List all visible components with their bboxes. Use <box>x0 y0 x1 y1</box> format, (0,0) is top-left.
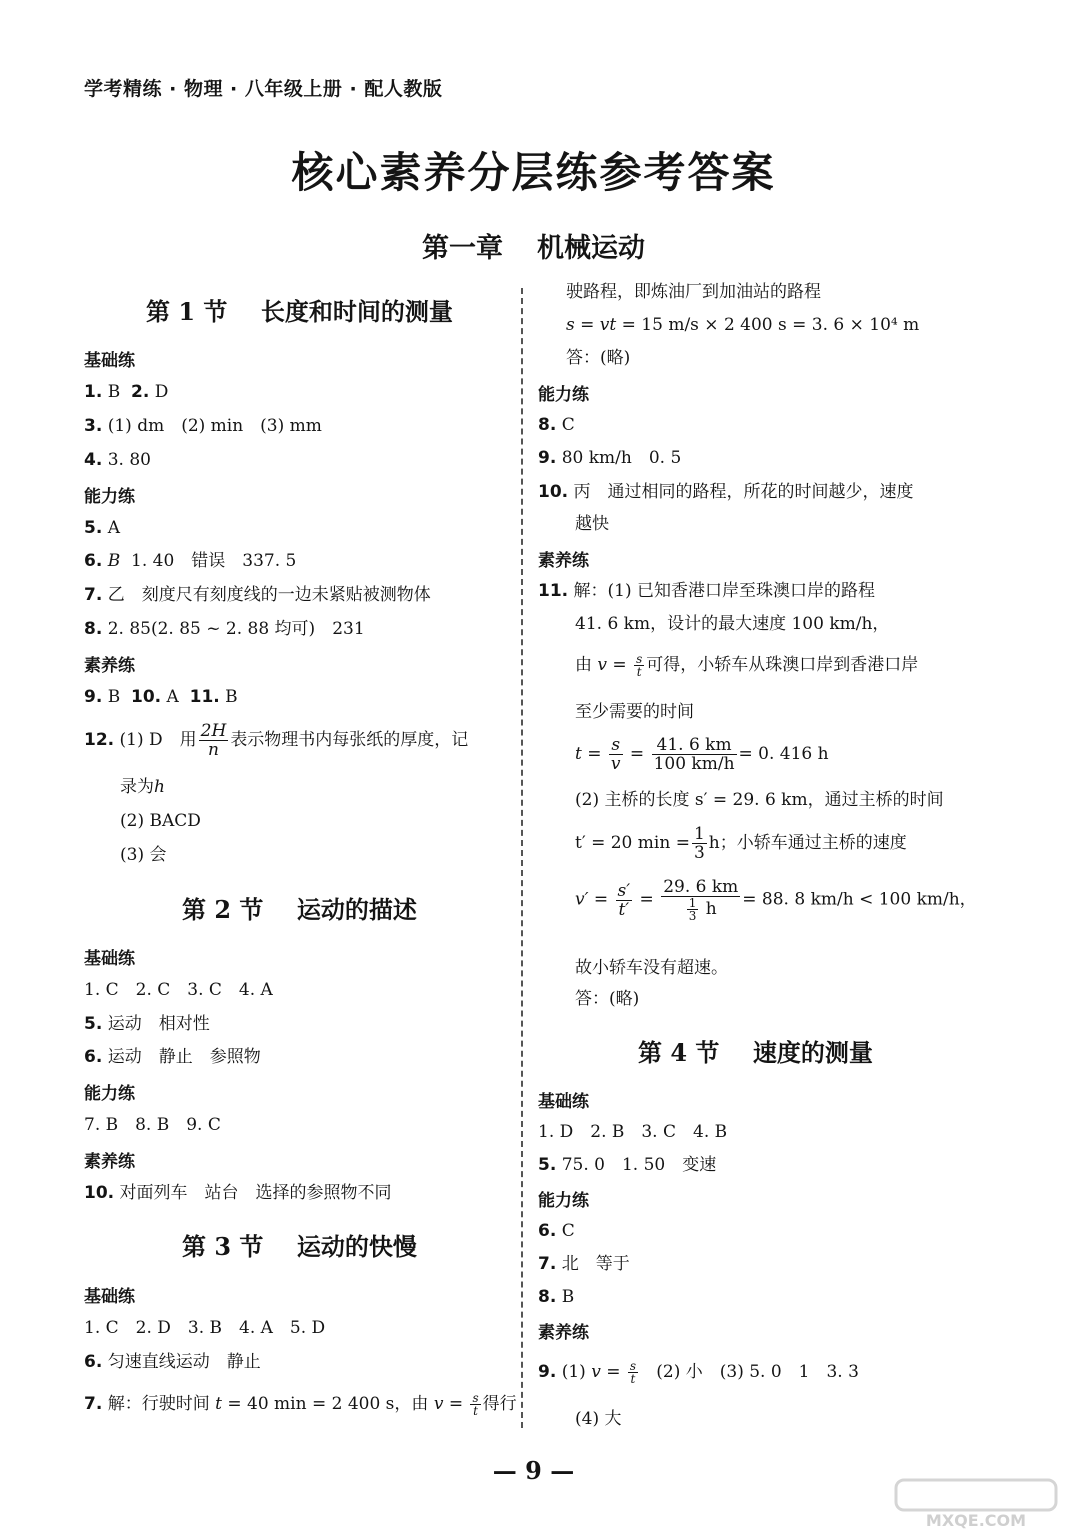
s1-answer-9-11: 9. B 10. A 11. B <box>84 687 238 707</box>
s3-answer-1-5: 1. C 2. D 3. B 4. A 5. D <box>84 1318 326 1338</box>
s1-ability-label: 能力练 <box>84 487 135 507</box>
s3-ability-label: 能力练 <box>538 385 589 405</box>
s2-basic-label: 基础练 <box>84 949 135 969</box>
s1-answer-1-2: 1. B 2. D <box>84 382 169 402</box>
s3-answer-11-d: 至少需要的时间 <box>575 702 694 722</box>
s1-answer-4: 4. 3. 80 <box>84 450 151 470</box>
s4-ability-label: 能力练 <box>538 1191 589 1211</box>
chapter-number: 第一章 <box>422 233 503 264</box>
s3-answer-11-g: t′ = 20 min = $\frac{1}{3}$ h；小轿车通过主桥的速度 <box>575 824 907 863</box>
s3-answer-7-answer: 答：(略) <box>566 348 631 368</box>
s1-answer-12: 12. (1) D 用 $\frac{2H}{n}$ 表示物理书内每张纸的厚度，记 <box>84 721 469 760</box>
s1-answer-6: 6. B 1. 40 错误 337. 5 <box>84 551 297 571</box>
s3-answer-10: 10. 丙 通过相同的路程，所花的时间越少，速度 <box>538 482 914 502</box>
s2-answer-6: 6. 运动 静止 参照物 <box>84 1047 261 1067</box>
s1-answer-12-2: (2) BACD <box>120 811 201 831</box>
s3-answer-11-e: t = $\frac{s}{v}$ = $\frac{41. 6 km}{100 km/h}$ = 0. 416 h <box>575 735 829 774</box>
s3-answer-6: 6. 匀速直线运动 静止 <box>84 1352 261 1372</box>
s3-answer-11-b: 41. 6 km，设计的最大速度 100 km/h， <box>575 614 890 634</box>
section-2-heading: 第 2 节 运动的描述 <box>182 895 417 924</box>
column-divider <box>521 288 523 1428</box>
s4-answer-5: 5. 75. 0 1. 50 变速 <box>538 1155 717 1175</box>
s4-answer-6: 6. C <box>538 1221 575 1241</box>
s2-answer-7-9: 7. B 8. B 9. C <box>84 1115 221 1135</box>
s4-answer-7: 7. 北 等于 <box>538 1254 630 1274</box>
svg-text:MXQE.COM: MXQE.COM <box>925 1511 1027 1530</box>
s3-answer-11-c: 由 v = $\frac{s}{t}$ 可得，小轿车从珠澳口岸到香港口岸 <box>575 652 919 679</box>
s3-answer-10-cont: 越快 <box>575 514 609 534</box>
s3-answer-11-f: (2) 主桥的长度 s′ = 29. 6 km，通过主桥的时间 <box>575 790 944 810</box>
s2-answer-5: 5. 运动 相对性 <box>84 1014 210 1034</box>
s3-answer-7-formula: s = vt = 15 m/s × 2 400 s = 3. 6 × 10⁴ m <box>566 315 920 335</box>
s3-answer-9: 9. 80 km/h 0. 5 <box>538 448 682 468</box>
section-3-heading: 第 3 节 运动的快慢 <box>182 1232 417 1261</box>
s4-answer-9-4: (4) 大 <box>575 1409 622 1429</box>
s3-answer-11-i: 故小轿车没有超速。 <box>575 958 728 978</box>
s1-answer-5: 5. A <box>84 518 120 538</box>
s3-literacy-label: 素养练 <box>538 551 589 571</box>
chapter-heading <box>0 226 1067 265</box>
s3-answer-8: 8. C <box>538 415 575 435</box>
s4-answer-8: 8. B <box>538 1287 575 1307</box>
s4-basic-label: 基础练 <box>538 1092 589 1112</box>
s2-ability-label: 能力练 <box>84 1084 135 1104</box>
section-1-heading: 第 1 节 长度和时间的测量 <box>146 297 453 326</box>
section-4-heading: 第 4 节 速度的测量 <box>638 1038 873 1067</box>
page-number: — 9 — <box>492 1456 575 1485</box>
s2-answer-10: 10. 对面列车 站台 选择的参照物不同 <box>84 1183 392 1203</box>
s2-literacy-label: 素养练 <box>84 1152 135 1172</box>
s1-answer-3: 3. (1) dm (2) min (3) mm <box>84 416 322 436</box>
s4-answer-9: 9. (1) v = $\frac{s}{t}$ (2) 小 (3) 5. 0 1 3. 3 <box>538 1359 859 1386</box>
s1-answer-8: 8. 2. 85(2. 85 ~ 2. 88 均可) 231 <box>84 619 365 639</box>
s3-answer-7: 7. 解：行驶时间 t = 40 min = 2 400 s，由 v = $\frac{s}{t}$ 得行 <box>84 1391 517 1418</box>
series-header: 学考精练 · 物理 · 八年级上册 · 配人教版 <box>84 78 443 100</box>
s4-answer-1-4: 1. D 2. B 3. C 4. B <box>538 1122 728 1142</box>
s3-basic-label: 基础练 <box>84 1287 135 1307</box>
s1-answer-12-cont: 录为h <box>120 777 165 797</box>
s2-answer-1-4: 1. C 2. C 3. C 4. A <box>84 980 273 1000</box>
s3-answer-11-h: v′ = $\frac{s'}{t'}$ = 29. 6 km $\frac{1}{3}$ h = 88. 8 km/h < 100 km/h， <box>575 877 977 923</box>
chapter-name: 机械运动 <box>537 233 645 264</box>
s1-literacy-label: 素养练 <box>84 656 135 676</box>
s3-answer-11: 11. 解：(1) 已知香港口岸至珠澳口岸的路程 <box>538 581 876 601</box>
s3-answer-11-answer: 答：(略) <box>575 989 640 1009</box>
s1-answer-12-3: (3) 会 <box>120 845 167 865</box>
watermark-logo <box>892 1478 1060 1530</box>
s1-answer-7: 7. 乙 刻度尺有刻度线的一边未紧贴被测物体 <box>84 585 431 605</box>
s4-literacy-label: 素养练 <box>538 1323 589 1343</box>
s1-basic-label: 基础练 <box>84 351 135 371</box>
page-title: 核心素养分层练参考答案 <box>291 148 776 197</box>
s3-answer-7-cont: 驶路程，即炼油厂到加油站的路程 <box>566 282 821 302</box>
